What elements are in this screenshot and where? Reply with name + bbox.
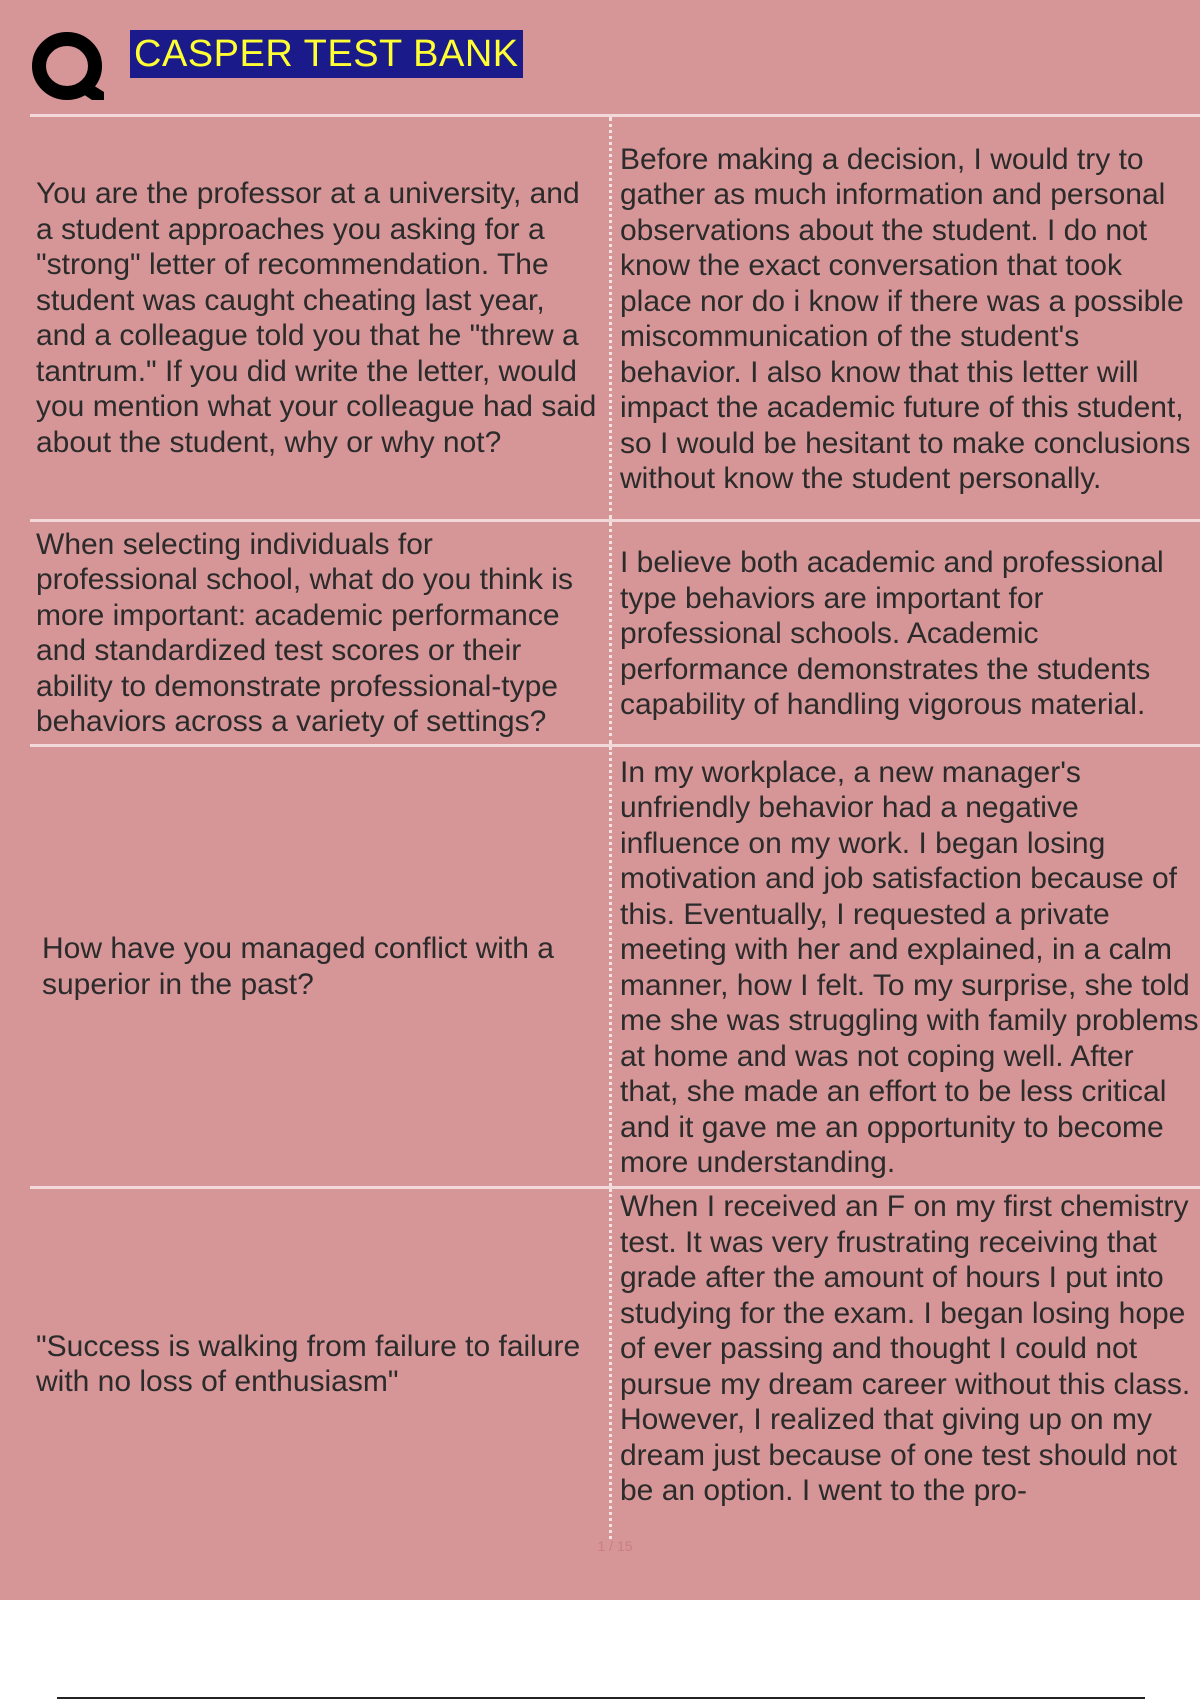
title-highlight xyxy=(130,30,523,78)
answer-cell xyxy=(612,747,1200,1186)
qa-table xyxy=(30,117,1200,1539)
question-cell xyxy=(30,747,612,1186)
question-cell xyxy=(30,522,612,744)
table-row xyxy=(30,117,1200,522)
answer-text: In my workplace, a new manager's unfriendly behavior had a negative influence on my work. I began losing motivation and job satisfaction because of this. Eventually, I requested a private meeting with her and explained, in a calm manner, how I felt. To my surprise, she told me she was struggling with family problems at home and was not coping well. After that, she made an effort to be less critical and it gave me an opportunity to become more understanding. xyxy=(620,755,1199,1179)
table-row xyxy=(30,1189,1200,1539)
question-cell xyxy=(30,117,612,519)
table-row xyxy=(30,747,1200,1189)
question-text: When selecting individuals for professional school, what do you think is more important: academic performance and standardized test scores or their ability to demonstrate professional-type behaviors across a variety of settings? xyxy=(36,527,573,738)
answer-cell xyxy=(612,522,1200,744)
footer-divider xyxy=(57,1697,1145,1699)
question-text: You are the professor at a university, and a student approaches you asking for a "strong" letter of recommendation. The student was caught cheating last year, and a colleague told you that he "threw a tantrum." If you did write the letter, would you mention what your colleague had said about the student, why or why not? xyxy=(36,177,597,459)
answer-cell xyxy=(612,117,1200,519)
answer-cell xyxy=(612,1189,1200,1539)
question-text: "Success is walking from failure to failure with no loss of enthusiasm" xyxy=(36,1329,581,1398)
page-title: CASPER TEST BANK xyxy=(134,33,519,75)
answer-text: Before making a decision, I would try to gather as much information and personal observations about the student. I do not know the exact conversation that took place nor do i know if there was a possible miscommunication of the student's behavior. I also know that this letter will impact the academic future of this student, so I would be hesitant to make conclusions without know the student personally. xyxy=(620,142,1191,495)
question-cell xyxy=(30,1189,612,1539)
answer-text: When I received an F on my first chemistry test. It was very frustrating receiving that grade after the amount of hours I put into studying for the exam. I began losing hope of ever passing and thought I could not pursue my dream career without this class. However, I realized that giving up on my dream just because of one test should not be an option. I went to the pro- xyxy=(620,1190,1191,1507)
answer-text: I believe both academic and professional type behaviors are important for professional schools. Academic performance demonstrates the students capability of handling vigorous material. xyxy=(620,546,1164,722)
header xyxy=(0,0,1200,112)
q-logo-icon xyxy=(30,30,112,112)
table-row xyxy=(30,522,1200,747)
page-number: 1 / 15 xyxy=(597,1538,633,1554)
question-text: How have you managed conflict with a superior in the past? xyxy=(42,932,554,1001)
